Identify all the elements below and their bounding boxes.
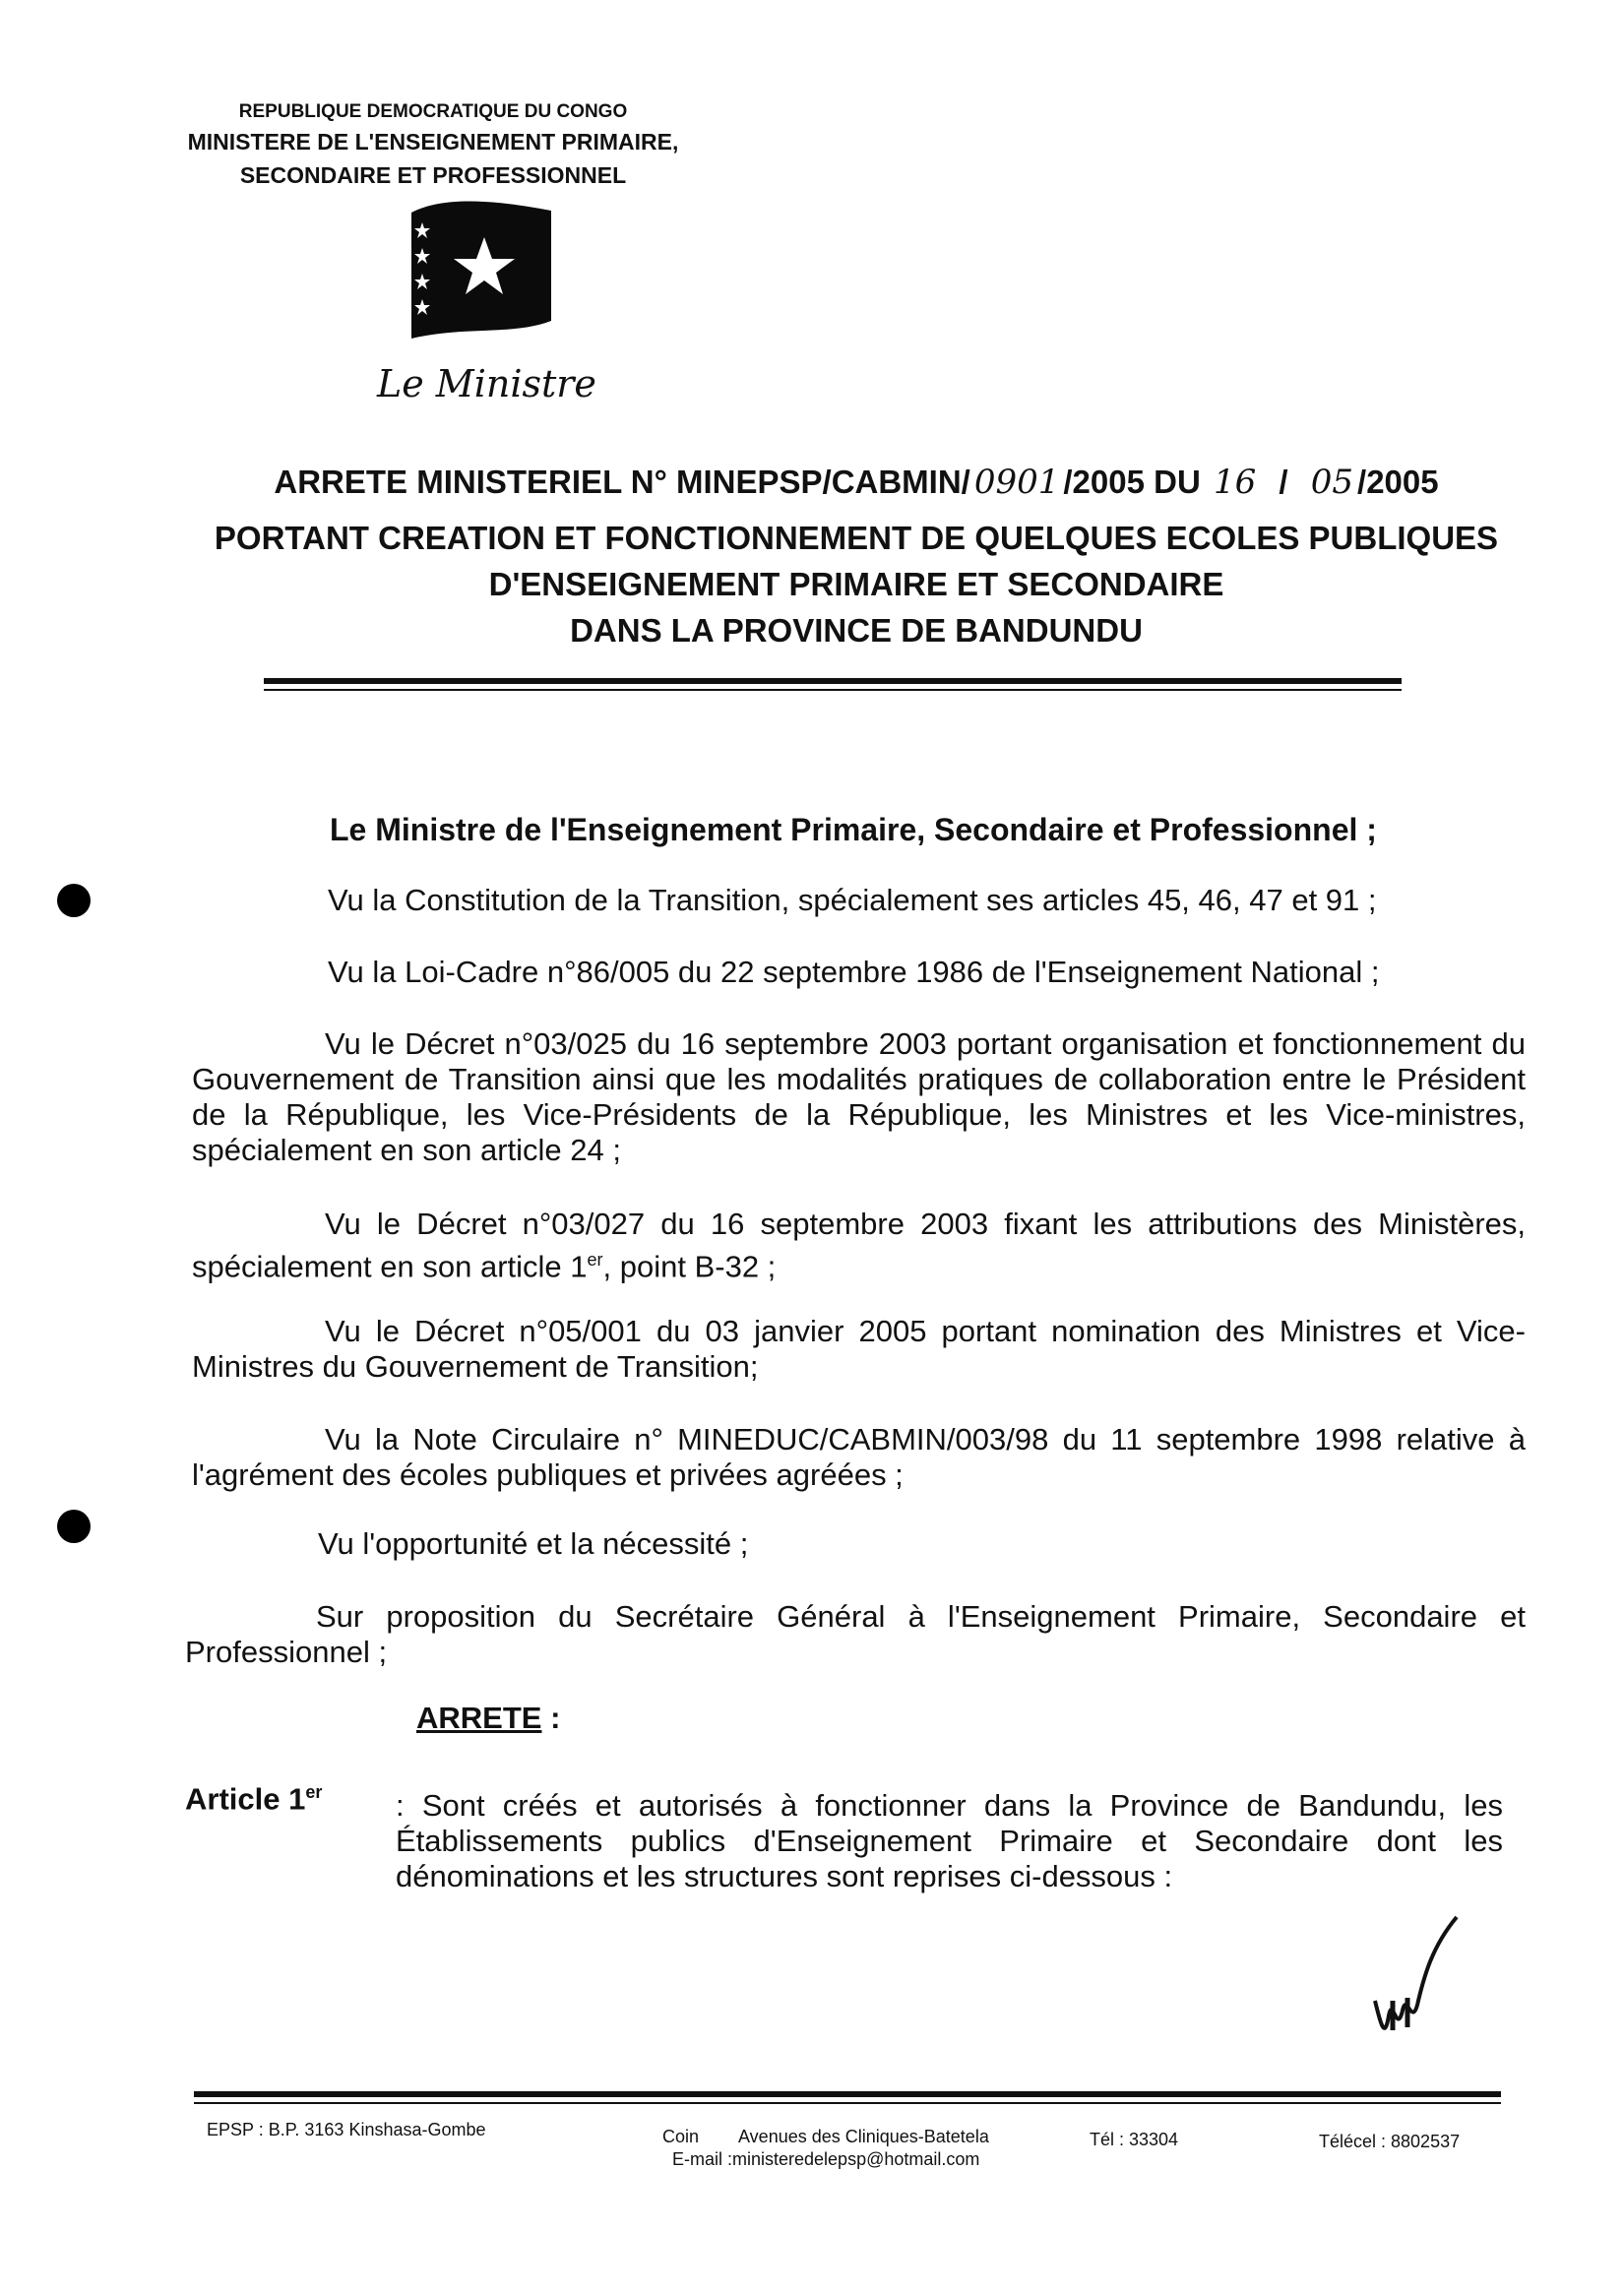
punch-hole-icon bbox=[57, 884, 91, 917]
footer-email: E-mail :ministeredelepsp@hotmail.com bbox=[672, 2149, 980, 2169]
vu-decret-05-001: Vu le Décret n°05/001 du 03 janvier 2005 portant nomination des Ministres et Vice-Ministres du Gouvernement de Transition; bbox=[192, 1314, 1526, 1384]
sur-proposition: Sur proposition du Secrétaire Général à l'Enseignement Primaire, Secondaire et Professionnel ; bbox=[185, 1599, 1526, 1669]
handwritten-number: 0901 bbox=[973, 463, 1060, 502]
decree-title-line4: DANS LA PROVINCE DE BANDUNDU bbox=[570, 612, 1143, 649]
decree-title-line1: ARRETE MINISTERIEL N° MINEPSP/CABMIN/ 0901 /2005 DU 16 / 05 /2005 bbox=[274, 463, 1439, 502]
article-1-text: : Sont créés et autorisés à fonctionner dans la Province de Bandundu, les Établissements publics d'Enseignement Primaire et Secondaire dont les dénominations et les structures sont reprises ci-dessous : bbox=[396, 1788, 1503, 1893]
handwritten-day: 16 bbox=[1213, 463, 1257, 502]
flag-emblem-icon bbox=[406, 193, 553, 341]
footer-address: EPSP : B.P. 3163 Kinshasa-Gombe bbox=[207, 2120, 486, 2139]
header-country: REPUBLIQUE DEMOCRATIQUE DU CONGO bbox=[238, 101, 628, 122]
decree-title-line3: D'ENSEIGNEMENT PRIMAIRE ET SECONDAIRE bbox=[488, 566, 1224, 602]
footer-telecel: Télécel : 8802537 bbox=[1319, 2132, 1461, 2151]
handwritten-month: 05 bbox=[1310, 463, 1354, 502]
footer-coin: Coin bbox=[662, 2127, 700, 2146]
intro-line: Le Ministre de l'Enseignement Primaire, Secondaire et Professionnel ; bbox=[330, 812, 1377, 847]
punch-hole-icon bbox=[57, 1510, 91, 1543]
vu-decret-03-025: Vu le Décret n°03/025 du 16 septembre 2003 portant organisation et fonctionnement du Gouvernement de Transition ainsi que les modalités pratiques de collaboration entre le Président de la République, les Vice-Présidents de la République, les Ministres et les Vice-ministres, spécialement en son article 24 ; bbox=[192, 1026, 1526, 1167]
minister-title: Le Ministre bbox=[377, 362, 596, 405]
footer-divider bbox=[194, 2091, 1501, 2097]
footer-divider-thin bbox=[194, 2102, 1501, 2104]
vu-decret-03-027: Vu le Décret n°03/027 du 16 septembre 2003 fixant les attributions des Ministères, spécialement en son article 1er, point B-32 ; bbox=[192, 1207, 1526, 1284]
footer-tel: Tél : 33304 bbox=[1090, 2130, 1179, 2149]
title-divider bbox=[264, 678, 1402, 684]
title-divider-thin bbox=[264, 689, 1402, 691]
header-ministry-line2: SECONDAIRE ET PROFESSIONNEL bbox=[239, 162, 627, 188]
arrete-heading: ARRETE : bbox=[416, 1701, 561, 1735]
vu-opportunite: Vu l'opportunité et la nécessité ; bbox=[318, 1526, 749, 1561]
article-1-label: Article 1er bbox=[185, 1781, 323, 1817]
vu-constitution: Vu la Constitution de la Transition, spécialement ses articles 45, 46, 47 et 91 ; bbox=[328, 883, 1377, 917]
header-ministry-line1: MINISTERE DE L'ENSEIGNEMENT PRIMAIRE, bbox=[187, 129, 679, 155]
initials-signature-icon bbox=[1363, 1907, 1471, 2055]
footer-avenues: Avenues des Cliniques-Batetela bbox=[738, 2127, 989, 2146]
vu-loi-cadre: Vu la Loi-Cadre n°86/005 du 22 septembre 1986 de l'Enseignement National ; bbox=[328, 955, 1380, 989]
vu-note-circulaire: Vu la Note Circulaire n° MINEDUC/CABMIN/003/98 du 11 septembre 1998 relative à l'agrément des écoles publiques et privées agréées ; bbox=[192, 1422, 1526, 1492]
decree-title-line2: PORTANT CREATION ET FONCTIONNEMENT DE QUELQUES ECOLES PUBLIQUES bbox=[214, 520, 1499, 556]
